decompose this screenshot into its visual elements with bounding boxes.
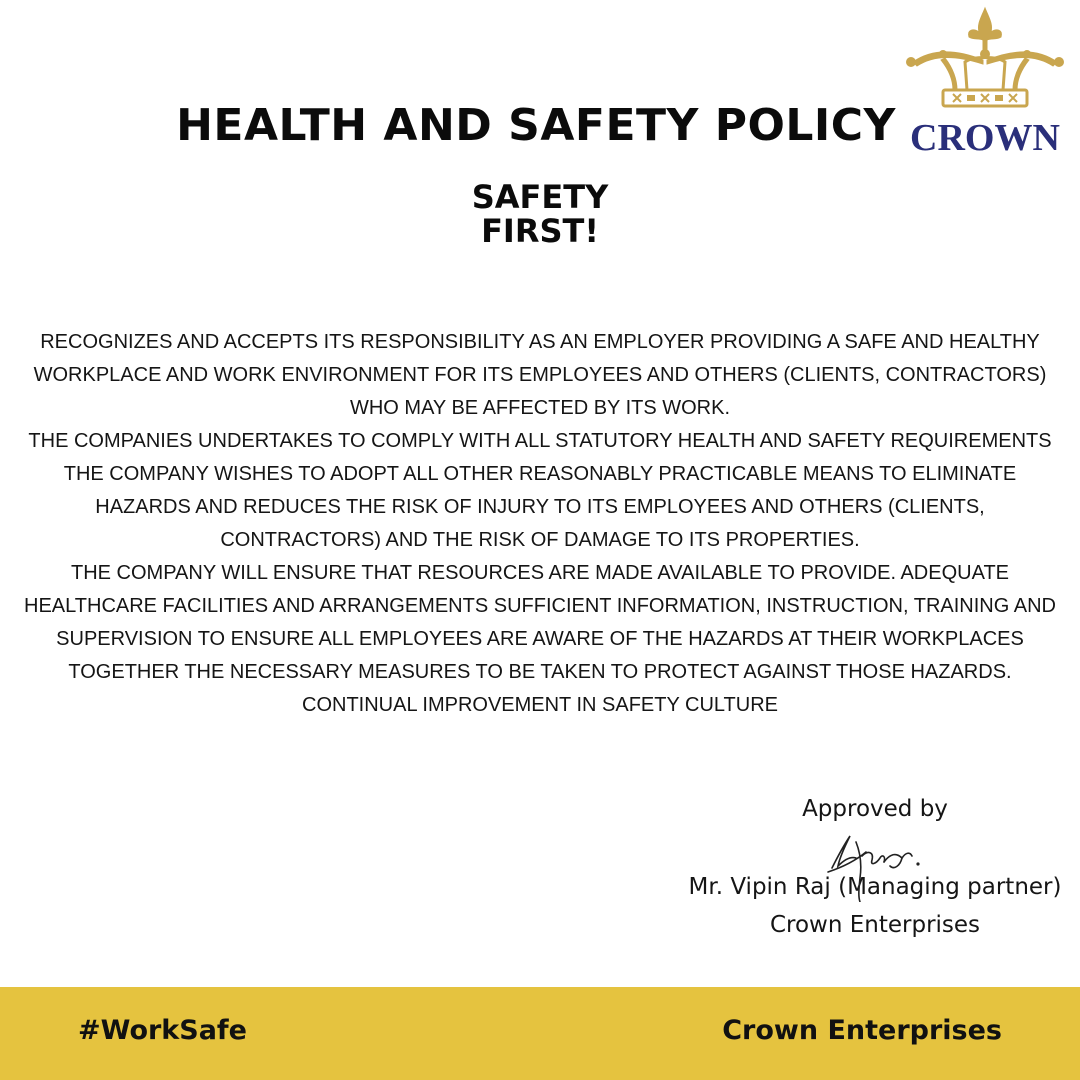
logo-wordmark: CROWN — [910, 117, 1060, 159]
signer-name: Mr. Vipin Raj (Managing partner) — [688, 874, 1062, 900]
page-title: HEALTH AND SAFETY POLICY — [176, 100, 896, 151]
subtitle-line: FIRST! — [481, 212, 599, 250]
policy-line: RECOGNIZES AND ACCEPTS ITS RESPONSIBILITY AS AN EMPLOYER PROVIDING A SAFE AND HEALTHY — [40, 331, 1040, 353]
signature — [810, 822, 940, 902]
approval-block — [660, 790, 1080, 944]
policy-line: HEALTHCARE FACILITIES AND ARRANGEMENTS SUFFICIENT INFORMATION, INSTRUCTION, TRAINING AND — [24, 595, 1056, 617]
page-subtitle — [0, 180, 1080, 248]
footer-bar — [0, 987, 1080, 1080]
policy-line: CONTRACTORS) AND THE RISK OF DAMAGE TO ITS PROPERTIES. — [220, 529, 860, 551]
policy-line: WORKPLACE AND WORK ENVIRONMENT FOR ITS EMPLOYEES AND OTHERS (CLIENTS, CONTRACTORS) — [33, 364, 1047, 386]
footer-brand: Crown Enterprises — [722, 1015, 1002, 1046]
approved-by-label: Approved by — [802, 796, 948, 822]
policy-line: THE COMPANIES UNDERTAKES TO COMPLY WITH ALL STATUTORY HEALTH AND SAFETY REQUIREMENTS — [28, 430, 1052, 452]
signer-company: Crown Enterprises — [769, 912, 981, 938]
policy-line: CONTINUAL IMPROVEMENT IN SAFETY CULTURE — [302, 694, 778, 716]
policy-line: WHO MAY BE AFFECTED BY ITS WORK. — [349, 397, 731, 419]
policy-line: SUPERVISION TO ENSURE ALL EMPLOYEES ARE AWARE OF THE HAZARDS AT THEIR WORKPLACES — [56, 628, 1024, 650]
policy-line: HAZARDS AND REDUCES THE RISK OF INJURY TO ITS EMPLOYEES AND OTHERS (CLIENTS, — [95, 496, 985, 518]
policy-line: THE COMPANY WISHES TO ADOPT ALL OTHER REASONABLY PRACTICABLE MEANS TO ELIMINATE — [63, 463, 1017, 485]
policy-text — [0, 326, 1080, 722]
subtitle-line: SAFETY — [471, 178, 609, 216]
footer-hashtag: #WorkSafe — [78, 1015, 247, 1046]
policy-line: TOGETHER THE NECESSARY MEASURES TO BE TAKEN TO PROTECT AGAINST THOSE HAZARDS. — [68, 661, 1012, 683]
policy-line: THE COMPANY WILL ENSURE THAT RESOURCES ARE MADE AVAILABLE TO PROVIDE. ADEQUATE — [70, 562, 1010, 584]
